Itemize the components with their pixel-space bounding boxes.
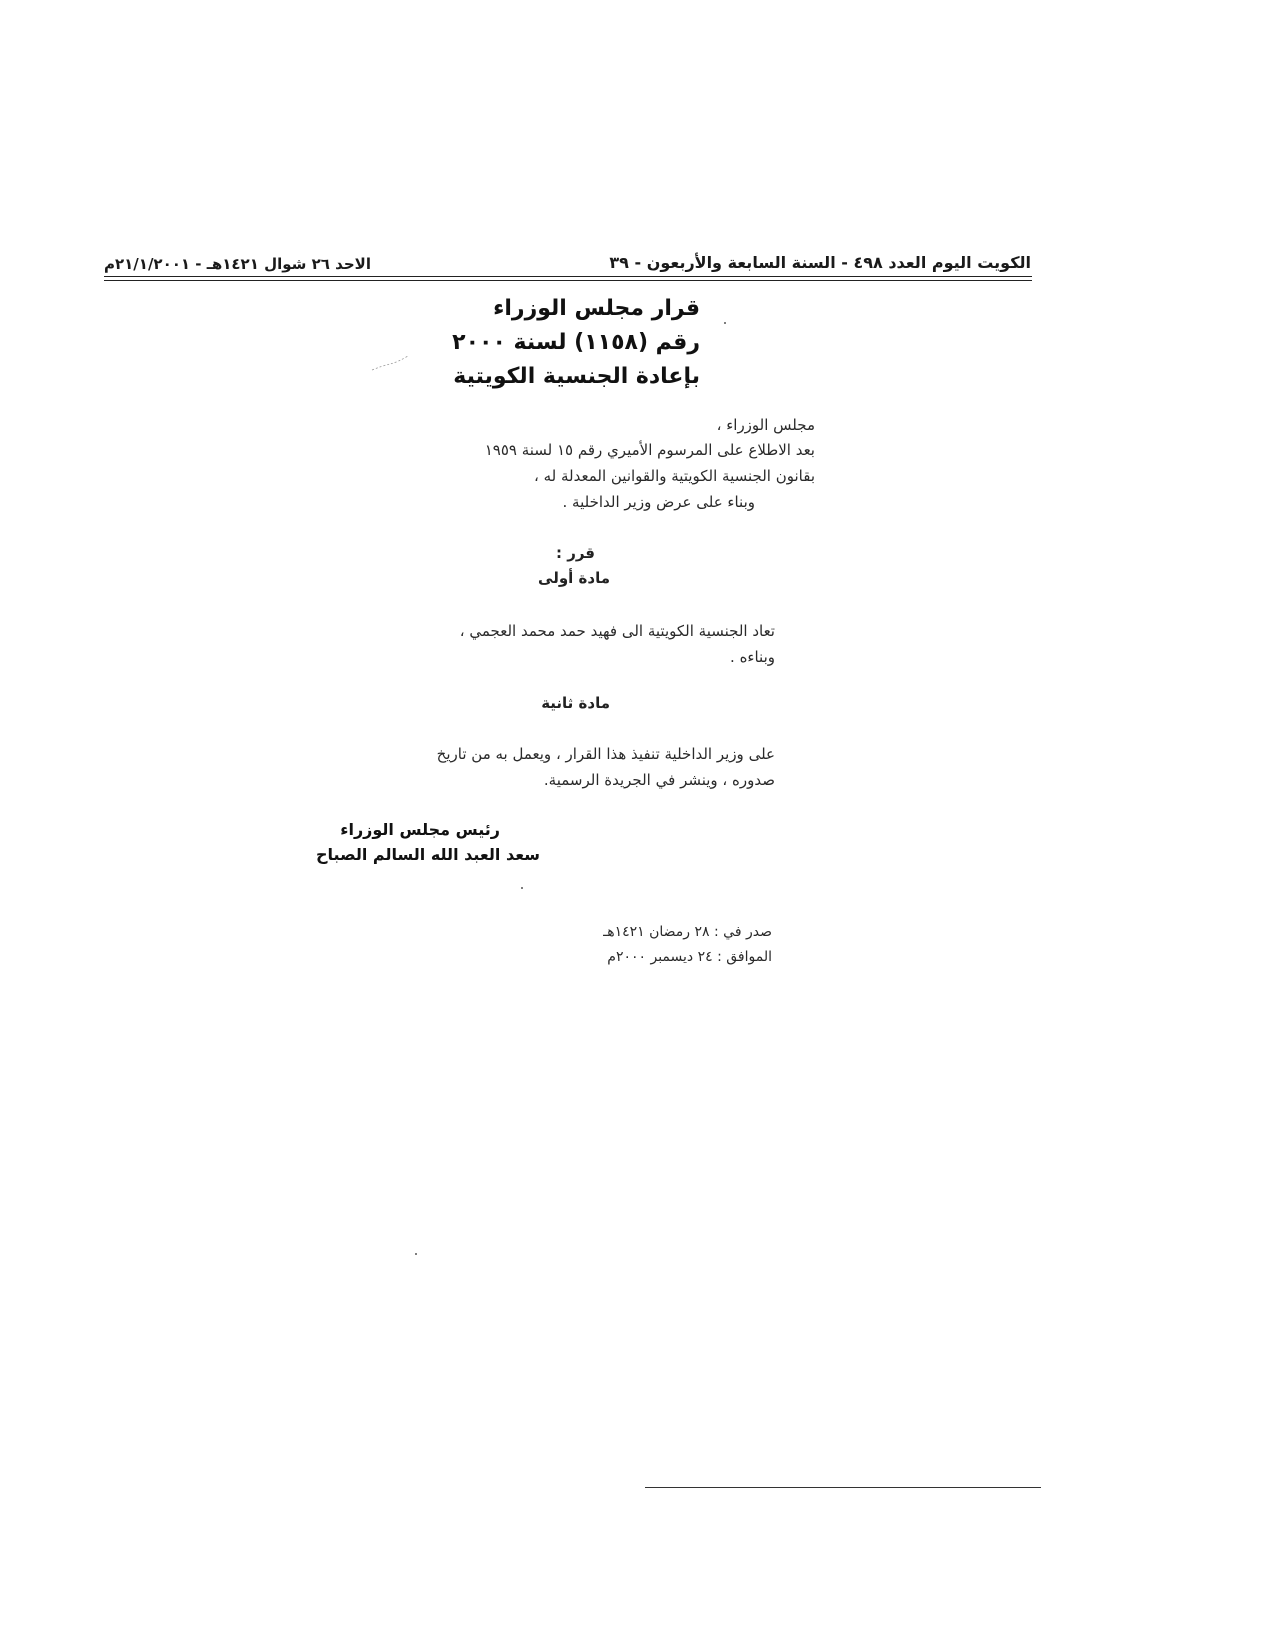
issued-hijri-date: صدر في : ٢٨ رمضان ١٤٢١هـ bbox=[603, 924, 772, 940]
article1-heading: مادة أولى bbox=[538, 569, 610, 587]
scan-speck bbox=[415, 1253, 417, 1255]
footer-rule bbox=[645, 1487, 1041, 1488]
scan-speck bbox=[521, 887, 523, 889]
signatory-title: رئيس مجلس الوزراء bbox=[340, 820, 500, 839]
preamble-decree-ref: بعد الاطلاع على المرسوم الأميري رقم ١٥ لسنة ١٩٥٩ bbox=[484, 441, 815, 459]
article2-heading: مادة ثانية bbox=[541, 694, 610, 712]
scan-smudge bbox=[370, 352, 410, 374]
gazette-date-header: الاحد ٢٦ شوال ١٤٢١هـ - ٢١/١/٢٠٠١م bbox=[104, 255, 371, 273]
article2-text-line2: صدوره ، وينشر في الجريدة الرسمية. bbox=[543, 771, 775, 789]
decree-subject: بإعادة الجنسية الكويتية bbox=[453, 364, 700, 389]
article1-text-line1: تعاد الجنسية الكويتية الى فهيد حمد محمد العجمي ، bbox=[459, 622, 775, 640]
article2-text-line1: على وزير الداخلية تنفيذ هذا القرار ، ويعمل به من تاريخ bbox=[436, 745, 775, 763]
preamble-council: مجلس الوزراء ، bbox=[716, 416, 815, 434]
scan-speck bbox=[724, 322, 726, 324]
article1-text-line2: وبناءه . bbox=[730, 648, 775, 666]
preamble-law-ref: بقانون الجنسية الكويتية والقوانين المعدلة له ، bbox=[533, 467, 815, 485]
header-rule-bottom bbox=[104, 280, 1032, 281]
preamble-proposal: وبناء على عرض وزير الداخلية . bbox=[562, 493, 755, 511]
decree-title: قرار مجلس الوزراء bbox=[493, 296, 700, 321]
header-rule-top bbox=[104, 276, 1032, 277]
signatory-name: سعد العبد الله السالم الصباح bbox=[316, 845, 540, 864]
issued-gregorian-date: الموافق : ٢٤ ديسمبر ٢٠٠٠م bbox=[607, 949, 772, 965]
gazette-issue-header: الكويت اليوم العدد ٤٩٨ - السنة السابعة والأربعون - ٣٩ bbox=[609, 253, 1031, 272]
decision-label: قرر : bbox=[555, 544, 595, 562]
decree-number: رقم (١١٥٨) لسنة ٢٠٠٠ bbox=[452, 330, 700, 355]
